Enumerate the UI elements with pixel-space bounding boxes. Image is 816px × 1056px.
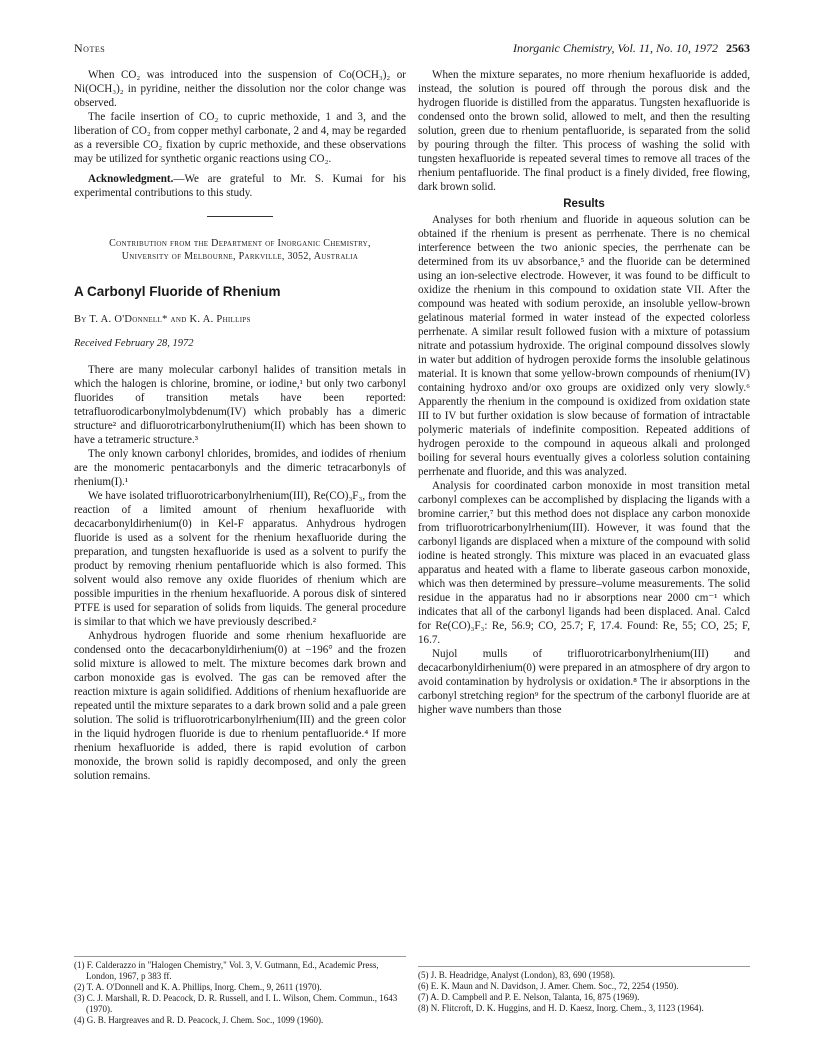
body-paragraph: There are many molecular carbonyl halides of transition metals in which the halogen is chlorine, bromine, or iodine,¹ but only two carbonyl fluorides of transition metals have been reported: tetrafluorodicarbonylmolybdenum(IV) which probably has a dimeric structure² and difluorotricarbonylruthenium(II) which has been shown to have a tetrameric structure.³: [74, 364, 406, 446]
footnote: (6) E. K. Maun and N. Davidson, J. Amer. Chem. Soc., 72, 2254 (1950).: [418, 981, 679, 991]
body-paragraph: We have isolated trifluorotricarbonylrhenium(III), Re(CO)₃F₃, from the reaction of a limited amount of rhenium hexafluoride with decacarbonyldirhenium(0) in Kel-F apparatus. Anhydrous hydrogen fluoride is used as a solvent for the rhenium hexafluoride during the preparation, and tungsten hexafluoride is used as a solvent to purify the product by removing rhenium pentafluoride which is also formed. This solvent would also remove any oxide fluorides of rhenium which are possible impurities in the rhenium hexafluoride. A porous disk of sintered PTFE is used for separation of solids from liquids. The general procedure is similar to that which we have previously described.²: [74, 490, 406, 628]
acknowledgment-text: —We are grateful to Mr. S. Kumai for his experimental contributions to this study.: [74, 173, 406, 199]
footnote-separator: [418, 966, 750, 967]
received-date: Received February 28, 1972: [74, 338, 194, 349]
footnote: (2) T. A. O'Donnell and K. A. Phillips, Inorg. Chem., 9, 2611 (1970).: [74, 982, 322, 992]
body-paragraph: Analysis for coordinated carbon monoxide in most transition metal carbonyl complexes can be accomplished by displacing the ligands with a bromine carrier,⁷ but this method does not displace any carbon monoxide from trifluorotricarbonylrhenium(III). However, it was found that the carbonyl ligands are displaced when a mixture of the compound with solid iodine is heated strongly. This mixture was placed in an evacuated glass apparatus and heated with a flame to liberate gaseous carbon monoxide, which was then determined by pressure–volume measurements. The solid residue in the apparatus had no ir absorptions near 2000 cm⁻¹ which indicates that all of the carbonyl ligands had been displaced. Anal. Calcd for Re(CO)₃F₃: Re, 56.9; CO, 25.7; F, 17.4. Found: Re, 55; CO, 25; F, 16.7.: [418, 480, 750, 646]
acknowledgment: [74, 172, 406, 200]
body-paragraph: Nujol mulls of trifluorotricarbonylrhenium(III) and decacarbonyldirhenium(0) were prepared in an atmosphere of dry argon to avoid contamination by hydrolysis or oxidation.⁸ The ir absorptions in the carbonyl stretching region⁹ for the spectrum of the carbonyl fluoride are at higher wave numbers than those: [418, 648, 750, 716]
article-divider: [207, 216, 273, 217]
footnote: (1) F. Calderazzo in "Halogen Chemistry," Vol. 3, V. Gutmann, Ed., Academic Press, London, 1967, p 383 ff.: [74, 960, 379, 981]
footnotes-right: [418, 966, 750, 1014]
body-paragraph: Analyses for both rhenium and fluoride in aqueous solution can be obtained if the rhenium is present as perrhenate. There is no chemical interference between the two anionic species, the perrhenate can be determined from its uv absorbance,⁵ and the fluoride can be determined using an ion-selective electrode. However, it was found to be difficult to oxidize the rhenium in this compound to oxidation state VII. After the compound was heated with sodium peroxide, an insoluble yellow-brown gelatinous material formed in water instead of the expected colorless perrhenate. A similar result followed fusion with a mixture of potassium nitrate and potassium hydroxide. The original compound dissolves slowly in water but addition of hydrogen peroxide forms the insoluble gelatinous material. It is known that some yellow-brown compounds of rhenium(IV) containing hydroxo and/or oxo groups are oxidized only very slowly.⁶ Apparently the rhenium in the compound is oxidized from oxidation state III to IV but further oxidation is slow because of formation of intractable polymeric materials of indefinite composition. Repeated additions of hydrogen peroxide to the compound in aqueous alkali and prolonged boiling for several hours eventually gives a colorless solution containing perrhenate and fluoride, and this was analyzed.: [418, 214, 750, 478]
journal-name: Inorganic Chemistry, Vol. 11, No. 10, 1972: [513, 41, 718, 55]
body-paragraph: When the mixture separates, no more rhenium hexafluoride is added, instead, the solution is poured off through the porous disk and the hydrogen fluoride is distilled from the apparatus. Tungsten hexafluoride is condensed onto the brown solid, allowed to melt, and then the resulting solution, green due to rhenium pentafluoride, is separated from the solid by pouring through the filter. This process of washing the solid with tungsten hexafluoride is repeated several times to remove all traces of the rhenium pentafluoride. The final product is a finely divided, free flowing, dark brown solid.: [418, 69, 750, 193]
body-paragraph: When CO₂ was introduced into the suspension of Co(OCH₃)₂ or Ni(OCH₃)₂ in pyridine, neither the dissolution nor the color change was observed.: [74, 69, 406, 109]
contribution-address: University of Melbourne, Parkville, 3052, Australia: [121, 251, 359, 262]
footnote: (8) N. Flitcroft, D. K. Huggins, and H. D. Kaesz, Inorg. Chem., 3, 1123 (1964).: [418, 1003, 704, 1013]
footnote: (4) G. B. Hargreaves and R. D. Peacock, J. Chem. Soc., 1099 (1960).: [74, 1015, 324, 1025]
footnote: (5) J. B. Headridge, Analyst (London), 83, 690 (1958).: [418, 970, 615, 980]
footnote: (3) C. J. Marshall, R. D. Peacock, D. R. Russell, and I. L. Wilson, Chem. Commun., 1643 (1970).: [74, 993, 398, 1014]
footnote: (7) A. D. Campbell and P. E. Nelson, Talanta, 16, 875 (1969).: [418, 992, 640, 1002]
body-paragraph: The facile insertion of CO₂ to cupric methoxide, 1 and 3, and the liberation of CO₂ from copper methyl carbonate, 2 and 4, may be regarded as a reversible CO₂ fixation by cupric methoxide, and these observations may be utilized for synthetic organic reactions using CO₂.: [74, 111, 406, 165]
journal-citation: [513, 40, 750, 56]
article-title: A Carbonyl Fluoride of Rhenium: [74, 284, 281, 299]
section-label: Notes: [74, 41, 106, 55]
body-paragraph: Anhydrous hydrogen fluoride and some rhenium hexafluoride are condensed onto the decacarbonyldirhenium(0) at −196° and the frozen solid mixture is allowed to melt. The mixture becomes dark brown and carbon monoxide gas is evolved. The gas can be removed after the reaction mixture is again solidified. Additions of rhenium hexafluoride are repeated until the mixture separates to a dark brown solid and a pale green solution. The solid is trifluorotricarbonylrhenium(III) and the green color in the liquid hydrogen fluoride is due to rhenium pentafluoride.⁴ If more rhenium hexafluoride is added, there is rapid evolution of carbon monoxide, the brown solid is rapidly decomposed, and only the green solution remains.: [74, 630, 406, 782]
right-column: [418, 68, 750, 717]
results-heading: Results: [563, 198, 605, 210]
author-byline: By T. A. O'Donnell* and K. A. Phillips: [74, 314, 251, 325]
left-column: [74, 68, 406, 783]
contribution-line: [74, 237, 406, 263]
page-number: 2563: [726, 41, 750, 55]
footnote-separator: [74, 956, 406, 957]
acknowledgment-label: Acknowledgment.: [88, 173, 174, 185]
body-paragraph: The only known carbonyl chlorides, bromides, and iodides of rhenium are the monomeric pentacarbonyls and the dimeric tetracarbonyls of rhenium(I).¹: [74, 448, 406, 488]
contribution-department: Contribution from the Department of Inorganic Chemistry,: [109, 238, 371, 249]
footnotes-left: [74, 956, 406, 1026]
running-head: [74, 40, 750, 56]
